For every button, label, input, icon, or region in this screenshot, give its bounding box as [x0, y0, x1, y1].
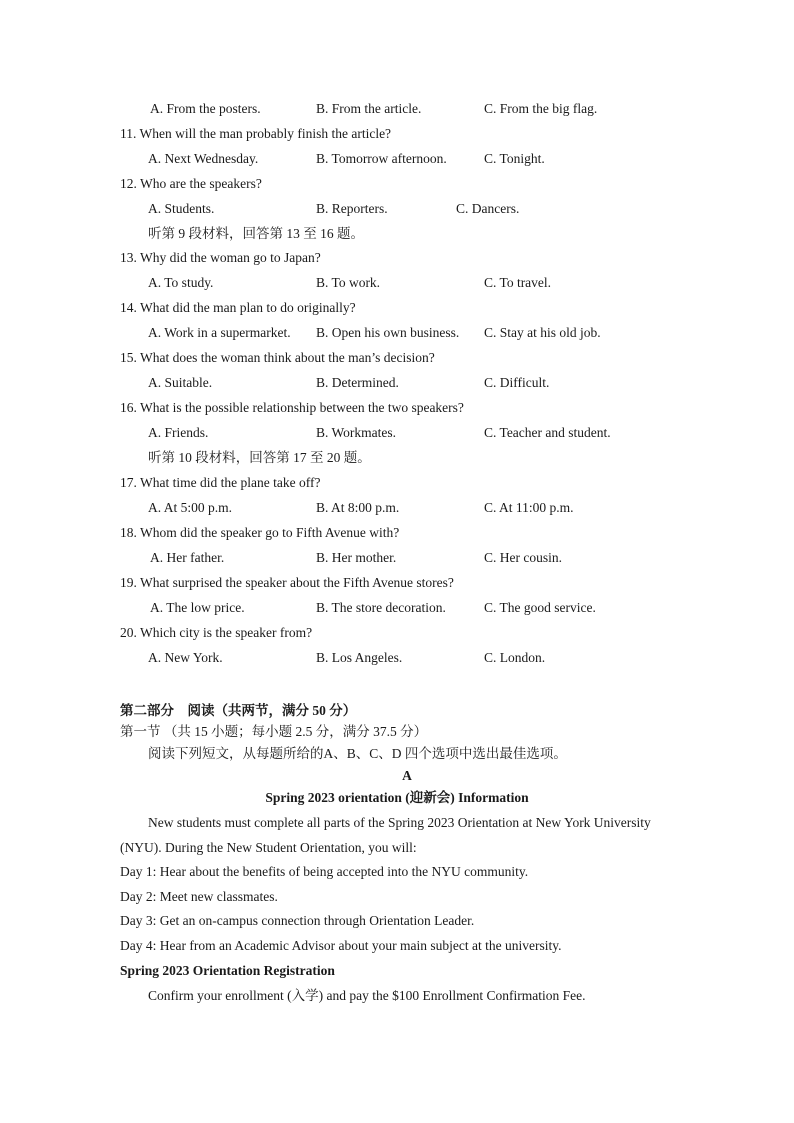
q19-option-c: C. The good service.	[484, 600, 596, 615]
q19-options	[0, 599, 794, 617]
q16-options	[0, 424, 794, 442]
q11-option-a: A. Next Wednesday.	[148, 151, 259, 166]
q20-option-b: B. Los Angeles.	[316, 650, 403, 665]
q11-options	[0, 150, 794, 168]
q16-option-b: B. Workmates.	[316, 425, 397, 440]
day-3: Day 3: Get an on-campus connection through Orientation Leader.	[120, 913, 475, 928]
q15-options	[0, 374, 794, 392]
q10-options	[0, 100, 794, 118]
q11-option-b: B. Tomorrow afternoon.	[316, 151, 447, 166]
section-note-9: 听第 9 段材料，回答第 13 至 16 题。	[148, 226, 364, 241]
q12-option-b: B. Reporters.	[316, 201, 388, 216]
q14-option-b: B. Open his own business.	[316, 325, 460, 340]
q16-option-a: A. Friends.	[148, 425, 209, 440]
reading-part-title: 第二部分 阅读（共两节，满分 50 分）	[120, 703, 357, 718]
reading-instruction: 阅读下列短文，从每题所给的A、B、C、D 四个选项中选出最佳选项。	[148, 746, 567, 761]
q17-question: 17. What time did the plane take off?	[120, 475, 321, 490]
q10-option-c: C. From the big flag.	[484, 101, 598, 116]
q13-option-b: B. To work.	[316, 275, 381, 290]
passage-letter: A	[402, 768, 412, 783]
q20-options	[0, 649, 794, 667]
q17-options	[0, 499, 794, 517]
q17-option-b: B. At 8:00 p.m.	[316, 500, 400, 515]
q13-options	[0, 274, 794, 292]
q17-option-a: A. At 5:00 p.m.	[148, 500, 233, 515]
q14-option-a: A. Work in a supermarket.	[148, 325, 291, 340]
q16-question: 16. What is the possible relationship between the two speakers?	[120, 400, 464, 415]
q13-option-c: C. To travel.	[484, 275, 552, 290]
day-1: Day 1: Hear about the benefits of being accepted into the NYU community.	[120, 864, 529, 879]
q20-option-c: C. London.	[484, 650, 546, 665]
q19-question: 19. What surprised the speaker about the Fifth Avenue stores?	[120, 575, 454, 590]
q13-question: 13. Why did the woman go to Japan?	[120, 250, 321, 265]
section-note-10: 听第 10 段材料，回答第 17 至 20 题。	[148, 450, 371, 465]
reading-section-title: 第一节 （共 15 小题；每小题 2.5 分，满分 37.5 分）	[120, 724, 428, 739]
passage-title: Spring 2023 orientation (迎新会) Information	[265, 790, 529, 805]
q15-question: 15. What does the woman think about the man’s decision?	[120, 350, 435, 365]
passage-intro: New students must complete all parts of the Spring 2023 Orientation at New York University (NYU). During the New Student Orientation, you will:	[120, 815, 651, 855]
q12-question: 12. Who are the speakers?	[120, 176, 262, 191]
q16-option-c: C. Teacher and student.	[484, 425, 611, 440]
q18-options	[0, 549, 794, 567]
q15-option-c: C. Difficult.	[484, 375, 550, 390]
q18-option-a: A. Her father.	[150, 550, 225, 565]
q19-option-a: A. The low price.	[150, 600, 245, 615]
q20-option-a: A. New York.	[148, 650, 223, 665]
q19-option-b: B. The store decoration.	[316, 600, 446, 615]
q17-option-c: C. At 11:00 p.m.	[484, 500, 574, 515]
q15-option-b: B. Determined.	[316, 375, 399, 390]
q10-option-b: B. From the article.	[316, 101, 422, 116]
q10-option-a: A. From the posters.	[150, 101, 261, 116]
q12-option-c: C. Dancers.	[456, 201, 520, 216]
q18-option-c: C. Her cousin.	[484, 550, 562, 565]
q18-question: 18. Whom did the speaker go to Fifth Avenue with?	[120, 525, 400, 540]
q15-option-a: A. Suitable.	[148, 375, 213, 390]
q14-options	[0, 324, 794, 342]
q11-option-c: C. Tonight.	[484, 151, 545, 166]
registration-heading: Spring 2023 Orientation Registration	[120, 963, 335, 978]
q18-option-b: B. Her mother.	[316, 550, 397, 565]
q11-question: 11. When will the man probably finish the article?	[120, 126, 392, 141]
registration-text: Confirm your enrollment (入学) and pay the $100 Enrollment Confirmation Fee.	[148, 988, 586, 1003]
q14-question: 14. What did the man plan to do originally?	[120, 300, 356, 315]
day-2: Day 2: Meet new classmates.	[120, 889, 278, 904]
day-4: Day 4: Hear from an Academic Advisor about your main subject at the university.	[120, 938, 562, 953]
q12-option-a: A. Students.	[148, 201, 215, 216]
q14-option-c: C. Stay at his old job.	[484, 325, 601, 340]
q12-options	[0, 200, 794, 218]
q13-option-a: A. To study.	[148, 275, 214, 290]
q20-question: 20. Which city is the speaker from?	[120, 625, 313, 640]
